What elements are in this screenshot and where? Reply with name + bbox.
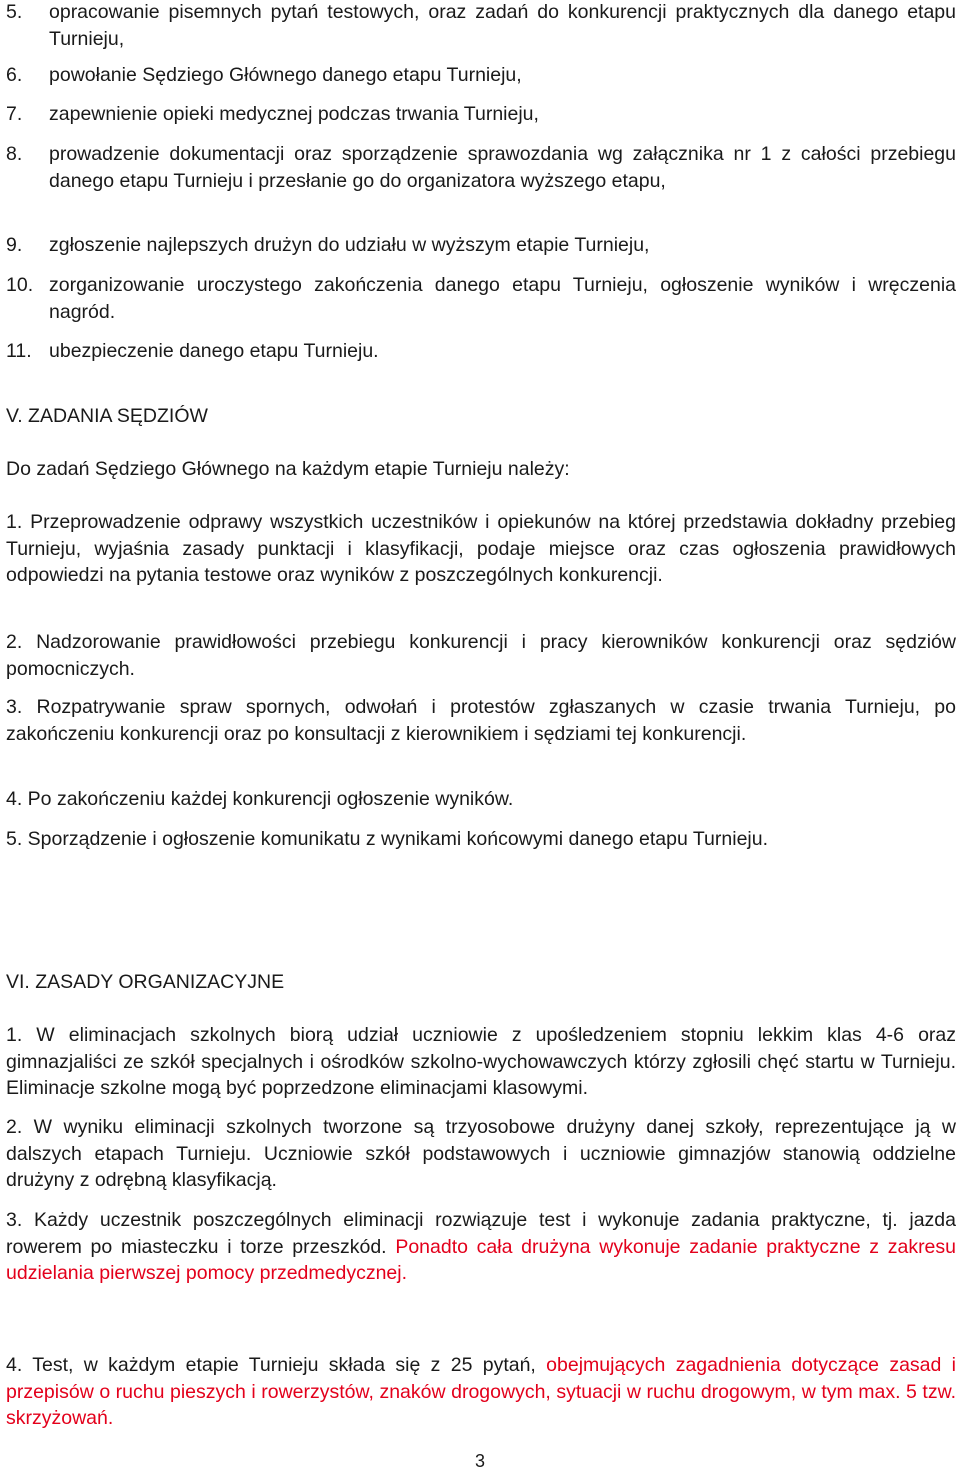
section-heading-organization: VI. ZASADY ORGANIZACYJNE: [6, 971, 285, 993]
paragraph: 5. Sporządzenie i ogłoszenie komunikatu z wynikami końcowymi danego etapu Turnieju.: [6, 828, 769, 850]
list-item: 5. opracowanie pisemnych pytań testowych, oraz zadań do konkurencji praktycznych dla danego etapu Turnieju,: [6, 1, 956, 50]
paragraph: 1. Przeprowadzenie odprawy wszystkich uczestników i opiekunów na której przedstawia dokładny przebieg Turnieju, wyjaśnia zasady punktacji i klasyfikacji, podaje miejsce oraz czas ogłoszenia prawidłowych odpowiedzi na pytania testowe oraz wyników z poszczególnych konkurencji.: [6, 511, 956, 586]
section-intro: Do zadań Sędziego Głównego na każdym etapie Turnieju należy:: [6, 458, 570, 480]
list-item: 7. zapewnienie opieki medycznej podczas trwania Turnieju,: [6, 103, 539, 125]
paragraph-text-highlight: obejmujących zagadnienia dotyczące zasad i przepisów o ruchu pieszych i rowerzystów, znaków drogowych, sytuacji w ruchu drogowym, w tym max. 5 tzw. skrzyżowań.: [6, 1354, 956, 1429]
paragraph: 2. W wyniku eliminacji szkolnych tworzone są trzyosobowe drużyny danej szkoły, reprezentujące ją w dalszych etapach Turnieju. Uczniowie szkół podstawowych i uczniowie gimnazjów stanowią oddzielne drużyny z odrębną klasyfikacją.: [6, 1116, 956, 1191]
page-number: 3: [474, 1451, 485, 1471]
paragraph: 1. W eliminacjach szkolnych biorą udział uczniowie z upośledzeniem stopniu lekkim klas 4-6 oraz gimnazjaliści ze szkół specjalnych i ośrodków szkolno-wychowawczych którzy zgłosili chęć startu w Turnieju. Eliminacje szkolne mogą być poprzedzone eliminacjami klasowymi.: [6, 1024, 956, 1099]
paragraph-text-highlight: Ponadto cała drużyna wykonuje zadanie praktyczne z zakresu udzielania pierwszej pomocy przedmedycznej.: [6, 1235, 956, 1284]
paragraph: [6, 1207, 956, 1287]
list-item: 6. powołanie Sędziego Głównego danego etapu Turnieju,: [6, 64, 522, 86]
paragraph-text: 4. Test, w każdym etapie Turnieju składa się z 25 pytań,: [6, 1354, 547, 1376]
list-item: 11. ubezpieczenie danego etapu Turnieju.: [6, 340, 379, 362]
paragraph-text: 3. Każdy uczestnik poszczególnych eliminacji rozwiązuje test i wykonuje zadania praktyczne, tj. jazda rowerem po miasteczku i torze przeszkód.: [6, 1209, 956, 1258]
section-heading-judges: V. ZADANIA SĘDZIÓW: [6, 405, 208, 427]
paragraph: [6, 1352, 956, 1432]
list-item: 10. zorganizowanie uroczystego zakończenia danego etapu Turnieju, ogłoszenie wyników i wręczenia nagród.: [6, 274, 956, 323]
list-item: 9. zgłoszenie najlepszych drużyn do udziału w wyższym etapie Turnieju,: [6, 234, 650, 256]
paragraph: 3. Rozpatrywanie spraw spornych, odwołań i protestów zgłaszanych w czasie trwania Turnieju, po zakończeniu konkurencji oraz po konsultacji z kierownikiem i sędziami tej konkurencji.: [6, 696, 956, 745]
paragraph: 2. Nadzorowanie prawidłowości przebiegu konkurencji i pracy kierowników konkurencji oraz sędziów pomocniczych.: [6, 631, 956, 680]
list-item: 8. prowadzenie dokumentacji oraz sporządzenie sprawozdania wg załącznika nr 1 z całości przebiegu danego etapu Turnieju i przesłanie go do organizatora wyższego etapu,: [6, 143, 956, 192]
paragraph: 4. Po zakończeniu każdej konkurencji ogłoszenie wyników.: [6, 788, 514, 810]
